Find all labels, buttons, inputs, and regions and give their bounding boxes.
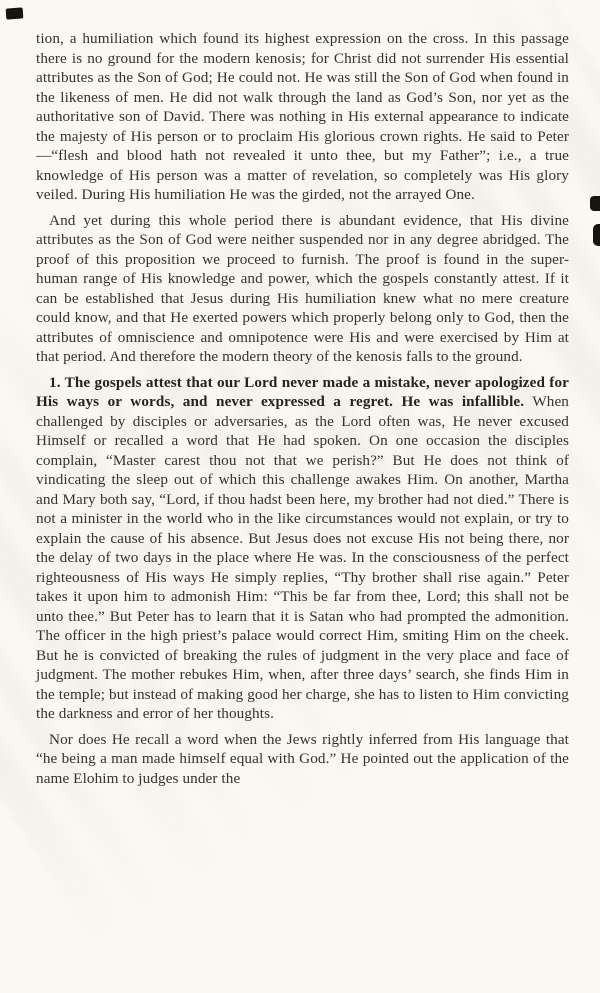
bold-lead-sentence: 1. The gospels attest that our Lord never made a mistake, never apologized for His ways or words, and never expressed a regret. He was infallible. <box>36 373 569 410</box>
paragraph <box>36 29 569 205</box>
page-text <box>36 29 569 794</box>
paragraph-text: Nor does He recall a word when the Jews rightly inferred from His language that “he being a man made himself equal with God.” He pointed out the application of the name Elohim to judges under the <box>36 730 569 787</box>
paragraph <box>36 373 569 724</box>
scan-artifact <box>6 7 24 19</box>
paragraph <box>36 211 569 367</box>
scan-artifact <box>590 196 600 211</box>
paragraph <box>36 730 569 789</box>
paragraph-text: And yet during this whole period there is abundant evidence, that His divine attributes as the Son of God were neither suspended nor in any degree abridged. The proof of this proposition we proceed to furnish. The proof is found in the super-human range of His knowledge and power, which the gospels constantly attest. If it can be established that Jesus during His humiliation knew what no mere creature could know, and that He exerted powers which properly belong only to God, then the attributes of omniscience and omnipotence were His and were exercised by Him at that period. And therefore the modern theory of the kenosis falls to the ground. <box>36 211 569 365</box>
paragraph-text: When challenged by disciples or adversaries, as the Lord often was, He never excused Himself or recalled a word that He had spoken. On one occasion the disciples complain, “Master carest thou not that we perish?” But He does not think of vindicating the sleep out of which this challenge awakes Him. On another, Martha and Mary both say, “Lord, if thou hadst been here, my brother had not died.” There is not a minister in the world who in the like circumstances would not explain, or try to explain the cause of his absence. But Jesus does not excuse His not being there, nor the delay of two days in the place where He was. In the consciousness of the perfect righteousness of His ways He simply replies, “Thy brother shall rise again.” Peter takes it upon him to admonish Him: “This be far from thee, Lord; this shall not be unto thee.” But Peter has to learn that it is Satan who had prompted the admonition. The officer in the high priest’s palace would correct Him, smiting Him on the cheek. But he is convicted of breaking the rules of judgment in the very place and face of judgment. The mother rebukes Him, when, after three days’ search, she finds Him in the temple; but instead of making good her charge, she has to listen to Him convicting the darkness and error of her thoughts. <box>36 393 569 722</box>
paragraph-text: tion, a humiliation which found its highest expression on the cross. In this passage there is no ground for the modern kenosis; for Christ did not surrender His essential attributes as the Son of God; He could not. He was still the Son of God when found in the likeness of men. He did not walk through the land as God’s Son, nor yet as the authoritative son of David. There was nothing in His external appearance to indicate the majesty of His person or to proclaim His glorious crown rights. He said to Peter—“flesh and blood hath not revealed it unto thee, but my Father”; i.e., a true knowledge of His person was a matter of revelation, so completely was His glory veiled. During His humiliation He was the girded, not the arrayed One. <box>36 30 569 203</box>
scan-artifact <box>593 224 600 246</box>
